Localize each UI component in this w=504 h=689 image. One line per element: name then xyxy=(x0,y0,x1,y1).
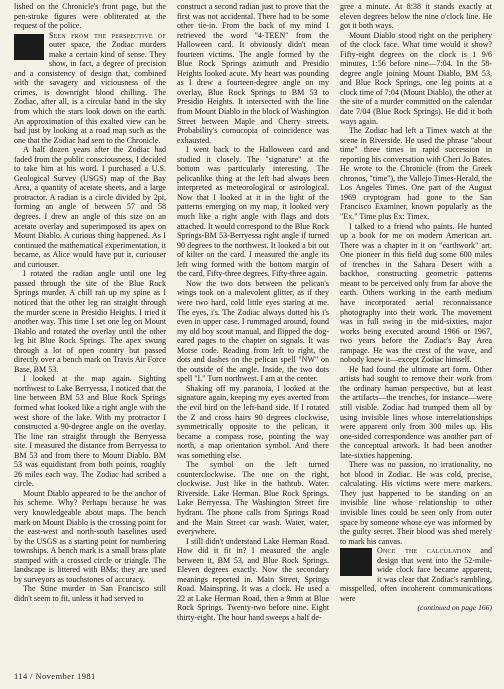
paragraph: I talked to a friend who paints. He hunted up a book for me on modern American art. There was a chapter in it on "earthwork" art. One pioneer in this field dug some 600 miles of trenches in the Sahara Desert with a backhoe, constructing geometric patterns meant to be perceived only from far above the earth. Others working in the earth medium have incorporated aerial reconnaissance photography into their work. The movement was in full swing in the mid-sixties, major works being executed around 1966 or 1967, two years before the Zodiac's Bay Area rampage. He was the crest of the wave, and nobody knew it—except Zodiac himself. xyxy=(340,221,492,365)
paragraph: A half dozen years after the Zodiac had faded from the public consciousness, I decided to take him at his word. I purchased a U.S. Geological Survey (USGS) map of the Bay Area, a quantity of acetate sheets, and a large protractor. A radian is a circle divided by 2pi, forming an angle of between 57 and 58 degrees. I drew an angle of this size on an acetate overlay and superimposed its apex on Mount Diablo. A curious thing happened. As I continued the mathematical experimentation, it became, as Alice would have put it, curiouser and curiouser. xyxy=(14,145,166,269)
paragraph: I looked at the map again. Sighting northwest to Lake Berryessa, I noticed that the line between BM 53 and Blue Rock Springs formed what looked like a right angle with the west shore of the lake. With my protractor I constructed a 90-degree angle on the overlay. The line ran straight through the Berryessa site. I measured the distance from Berryessa to BM 53 and from there to Mount Diablo. BM 53 was equidistant from both points, roughly 26 miles each way. The Zodiac had scribed a circle. xyxy=(14,374,166,489)
paragraph: The Zodiac had left a Timex watch at the scene in Riverside. He used the phrase "about time" three times in rapid succession in reporting his conversation with Cheri Jo Bates. He wrote to the Chronicle (from the Greek chronos, "time"), the Vallejo Times-Herald, the Los Angeles Times. One part of the August 1969 cryptogram had gone to the San Francisco Examiner, known popularly as the "Ex." Time plus Ex: Timex. xyxy=(340,126,492,222)
column-3 xyxy=(340,2,492,666)
paragraph: He had found the ultimate art form. Other artists had sought to remove their work from the ordinary human perspective, but at least the artifacts—the trenches, for instance—were still visible. Zodiac had trumped them all by using invisible lines whose interrelationships were apparent only from 300 miles up. His one-sided correspondence was another part of the conceptual artwork. It had been another late-sixties happening. xyxy=(340,364,492,460)
continuation-note: (continued on page 166) xyxy=(417,603,492,613)
column-1 xyxy=(14,2,166,666)
paragraph: I still didn't understand Lake Herman Road. How did it fit in? I measured the angle between it, BM 53, and Blue Rock Springs. Eleven degrees exactly. Now the secondary meanings reported in. Main Street, Springs Road. Mainspring. It was a clock. He used a 22 at Lake Herman Road, then a 9mm at Blue Rock Springs. Twenty-two before nine. Eight thirty-eight. The hour hand sweeps a half de- xyxy=(177,536,329,622)
paragraph: There was no passion, no irrationality, no hot blood in Zodiac. He was cold, precise, calculating. His victims were mere markers. They just happened to be standing on an invisible line whose relationship to other invisible lines could be seen only from outer space by someone whose eye was informed by the guilty secret. Their blood was shed merely to mark his canvas. xyxy=(340,460,492,546)
paragraph: Shaking off my paranoia, I looked at the signature again, keeping my eyes averted from the evil bird on the left-hand side. If I rotated the Z and cross hairs 90 degrees clockwise, symmetrically opposite to the pelican, it became a compass rose, pointing the way north, a map orientation symbol. And there was something else. xyxy=(177,383,329,460)
drop-cap-block xyxy=(340,548,372,576)
paragraph: Once the calculation and design that went into the 52-mile-wide clock face became apparent, it was clear that Zodiac's rambling, misspelled, often incoherent communications were xyxy=(340,546,492,603)
page-footer: 114 / November 1981 xyxy=(14,671,96,681)
lead-in: Seen from the perspective of xyxy=(49,30,166,40)
drop-cap-block xyxy=(14,34,44,60)
paragraph: I went back to the Halloween card and studied it closely. The "signature" at the bottom was particularly interesting. The pelicanlike thing at the left had always been interpreted as meteorological or astrological. Now that I looked at it in the light of the patterns emerging on my map, it looked very much like a right angle with flags and dots attached. It would correspond to the Blue Rock Springs-BM 53-Berryessa right angle if turned 90 degrees to the northwest. It looked a bit out of kilter on the card. I measured the angle its left wing formed with the bottom margin of the card. Fifty-three degrees. Fifty-three again. xyxy=(177,145,329,279)
column-2 xyxy=(177,2,329,666)
paragraph: lished on the Chronicle's front page, but the pen-stroke figures were obliterated at the request of the police. xyxy=(14,2,166,31)
lead-in: Once the calculation xyxy=(377,546,472,556)
paragraph: Now the two dots between the pelican's wings took on a malevolent glitter, as if they were two hard, cold little eyes staring at me. The eyes, i's. The Zodiac always dotted his i's even in upper case. I rummaged around, found my old boy scout manual, and flipped the dog-eared pages to the chapter on signals. It was Morse code. Reading from left to right, the dots and dashes on the pelican spell "NW" on the outside of the angle. Inside, the two dots spell "I." Turn northwest. I am at the center. xyxy=(177,278,329,384)
paragraph: The Stine murder in San Francisco still didn't seem to fit, unless it had served to xyxy=(14,584,166,603)
paragraph: construct a second radian just to prove that the first was not accidental. There had to be some other tie-in. From the back of my mind I retrieved the word "4-TEEN" from the Halloween card. It obviously didn't mean fourteen victims. The angle formed by the Blue Rock Springs azimuth and Presidio Heights looked acute. My heart was pounding as I drew a fourteen-degree angle on my overlay, Blue Rock Springs to BM 53 to Presidio Heights. It intersected with the line from Mount Diablo in the block of Washington Street between Maple and Cherry streets. Probability's cornucopia of coincidence was exhausted. xyxy=(177,2,329,145)
paragraph: The symbol on the left turned counterclockwise. The one on the right, clockwise. Just like in the bathtub. Water. Riverside. Lake Herman. Blue Rock Springs. Lake Berryessa. The Washington Street fire hydrant. The phone calls from Springs Road and the Main Street car wash. Water, water, everywhere. xyxy=(177,460,329,537)
paragraph: gree a minute. At 8:38 it stands exactly at eleven degrees below the nine o'clock line. He got it both ways. xyxy=(340,2,492,31)
magazine-page xyxy=(14,2,492,668)
paragraph: Mount Diablo stood right on the periphery of the clock face. What time would it show? Fifty-eight degrees on the clock is 1 9/6 minutes, 1:56 before nine—7:04. In the 58-degree angle joining Mount Diablo, BM 53, and Blue Rock Springs, one leg points at a clock time of 7:04 (Mount Diablo), the other at the site of a murder committed on the calendar date 7/04 (Blue Rock Springs). He did it both ways again. xyxy=(340,30,492,126)
paragraph: Seen from the perspective of outer space, the Zodiac murders make a certain kind of sense. They show, in fact, a degree of precision and a consistency of design that, combined with the savagery and viciousness of the crimes, is downright blood chilling. The Zodiac, after all, is a circular band in the sky from which the stars look down on the earth. An approximation of this exalted view can be had just by looking at a road map such as the one that the Zodiac had sent to the Chronicle. xyxy=(14,30,166,145)
paragraph: I rotated the radian angle until one leg passed through the site of the Blue Rock Springs murder. A chill ran up my spine as I noticed that the other leg ran straight through the murder scene in Presidio Heights. I tried it another way. This time I set one leg on Mount Diablo and rotated the overlay until the other leg hit Blue Rock Springs. The apex swung through a lot of open country but passed directly over a bench mark on Travis Air Force Base, BM 53. xyxy=(14,269,166,374)
paragraph: Mount Diablo appeared to be the anchor of his scheme. Why? Perhaps because he was very knowledgeable about maps. The bench mark on Mount Diablo is the crossing point for the east-west and north-south baselines used by the USGS as a starting point for numbering townships. A bench mark is a small brass plate stamped with a crossed circle or triangle. The landscape is littered with BMs; they are used by surveyors as touchstones of accuracy. xyxy=(14,488,166,584)
